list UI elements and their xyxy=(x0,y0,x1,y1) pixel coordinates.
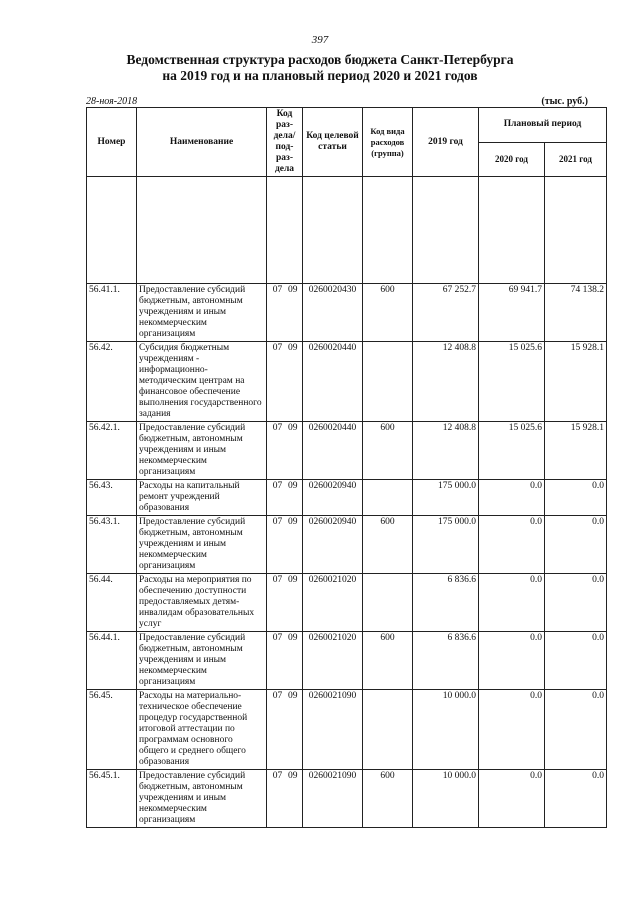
document-title xyxy=(0,52,640,84)
header-number: Номер xyxy=(87,108,137,177)
table-row xyxy=(87,284,607,342)
row-section: 07 xyxy=(272,691,283,701)
header-name: Наименование xyxy=(137,108,267,177)
row-target-code: 0260021090 xyxy=(303,690,363,770)
row-value-2021: 0.0 xyxy=(545,574,607,632)
row-value-2019: 175 000.0 xyxy=(413,480,479,516)
header-row xyxy=(87,108,607,143)
row-value-2019: 10 000.0 xyxy=(413,770,479,828)
document-date: 28-ноя-2018 xyxy=(86,96,138,107)
row-value-2019: 175 000.0 xyxy=(413,516,479,574)
row-section: 07 xyxy=(272,771,283,781)
row-section: 07 xyxy=(272,633,283,643)
units-label: (тыс. руб.) xyxy=(541,96,588,107)
header-expense-code: Код вида расходов (группа) xyxy=(363,108,413,177)
row-section-code xyxy=(267,632,303,690)
row-expense-code: 600 xyxy=(363,284,413,342)
row-value-2019: 6 836.6 xyxy=(413,574,479,632)
row-value-2019: 67 252.7 xyxy=(413,284,479,342)
row-value-2020: 0.0 xyxy=(479,516,545,574)
row-number: 56.44.1. xyxy=(87,632,137,690)
row-section-code xyxy=(267,770,303,828)
row-subsection: 09 xyxy=(288,423,298,433)
row-section: 07 xyxy=(272,423,283,433)
row-value-2020: 0.0 xyxy=(479,480,545,516)
row-section-code xyxy=(267,480,303,516)
budget-table xyxy=(86,107,607,828)
header-2019: 2019 год xyxy=(413,108,479,177)
header-2021: 2021 год xyxy=(545,142,607,177)
row-name: Предоставление субсидий бюджетным, автономным учреждениям и иным некоммерческим организациям xyxy=(137,770,267,828)
table-row xyxy=(87,342,607,422)
row-value-2021: 0.0 xyxy=(545,770,607,828)
row-value-2021: 15 928.1 xyxy=(545,342,607,422)
row-value-2021: 74 138.2 xyxy=(545,284,607,342)
row-subsection: 09 xyxy=(288,285,298,295)
header-2020: 2020 год xyxy=(479,142,545,177)
row-expense-code xyxy=(363,690,413,770)
row-target-code: 0260020440 xyxy=(303,342,363,422)
table-row xyxy=(87,574,607,632)
title-line-1: Ведомственная структура расходов бюджета Санкт-Петербурга xyxy=(126,52,514,67)
row-expense-code xyxy=(363,574,413,632)
table-row xyxy=(87,770,607,828)
header-plan-period: Плановый период xyxy=(479,108,607,143)
row-target-code: 0260020440 xyxy=(303,422,363,480)
row-section: 07 xyxy=(272,285,283,295)
row-value-2021: 0.0 xyxy=(545,480,607,516)
row-name: Субсидия бюджетным учреждениям - информационно-методическим центрам на финансовое обеспечение выполнения государственного задания xyxy=(137,342,267,422)
row-section-code xyxy=(267,284,303,342)
row-target-code: 0260020940 xyxy=(303,516,363,574)
row-section: 07 xyxy=(272,517,283,527)
row-number: 56.44. xyxy=(87,574,137,632)
row-expense-code: 600 xyxy=(363,422,413,480)
row-value-2019: 6 836.6 xyxy=(413,632,479,690)
row-value-2019: 10 000.0 xyxy=(413,690,479,770)
row-subsection: 09 xyxy=(288,343,298,353)
row-number: 56.45.1. xyxy=(87,770,137,828)
header-target-code: Код целевой статьи xyxy=(303,108,363,177)
row-value-2019: 12 408.8 xyxy=(413,422,479,480)
row-value-2021: 0.0 xyxy=(545,516,607,574)
row-number: 56.41.1. xyxy=(87,284,137,342)
table-row xyxy=(87,516,607,574)
row-value-2021: 0.0 xyxy=(545,690,607,770)
row-value-2020: 0.0 xyxy=(479,574,545,632)
row-section-code xyxy=(267,516,303,574)
row-name: Расходы на материально-техническое обеспечение процедур государственной итоговой аттестации по программам основного общего и среднего общего образования xyxy=(137,690,267,770)
header-section-code: Код раз-дела/ под-раз-дела xyxy=(267,108,303,177)
row-name: Предоставление субсидий бюджетным, автономным учреждениям и иным некоммерческим организациям xyxy=(137,422,267,480)
row-name: Предоставление субсидий бюджетным, автономным учреждениям и иным некоммерческим организациям xyxy=(137,284,267,342)
row-value-2020: 0.0 xyxy=(479,632,545,690)
title-line-2: на 2019 год и на плановый период 2020 и 2021 годов xyxy=(162,68,478,83)
row-target-code: 0260021020 xyxy=(303,632,363,690)
row-expense-code: 600 xyxy=(363,516,413,574)
row-subsection: 09 xyxy=(288,481,298,491)
row-number: 56.42. xyxy=(87,342,137,422)
row-value-2020: 69 941.7 xyxy=(479,284,545,342)
row-value-2020: 15 025.6 xyxy=(479,422,545,480)
row-name: Расходы на мероприятия по обеспечению доступности предоставляемых детям-инвалидам образовательных услуг xyxy=(137,574,267,632)
row-name: Расходы на капитальный ремонт учреждений образования xyxy=(137,480,267,516)
row-number: 56.43.1. xyxy=(87,516,137,574)
row-subsection: 09 xyxy=(288,691,298,701)
table-row xyxy=(87,690,607,770)
row-section: 07 xyxy=(272,343,283,353)
row-expense-code: 600 xyxy=(363,632,413,690)
page-number: 397 xyxy=(311,34,329,46)
row-number: 56.45. xyxy=(87,690,137,770)
row-expense-code xyxy=(363,480,413,516)
row-name: Предоставление субсидий бюджетным, автономным учреждениям и иным некоммерческим организациям xyxy=(137,516,267,574)
row-value-2021: 15 928.1 xyxy=(545,422,607,480)
row-subsection: 09 xyxy=(288,517,298,527)
row-value-2020: 15 025.6 xyxy=(479,342,545,422)
row-target-code: 0260020430 xyxy=(303,284,363,342)
row-value-2021: 0.0 xyxy=(545,632,607,690)
row-subsection: 09 xyxy=(288,575,298,585)
row-target-code: 0260020940 xyxy=(303,480,363,516)
row-name: Предоставление субсидий бюджетным, автономным учреждениям и иным некоммерческим организациям xyxy=(137,632,267,690)
row-number: 56.42.1. xyxy=(87,422,137,480)
row-subsection: 09 xyxy=(288,633,298,643)
row-number: 56.43. xyxy=(87,480,137,516)
row-subsection: 09 xyxy=(288,771,298,781)
row-section: 07 xyxy=(272,575,283,585)
row-section-code xyxy=(267,422,303,480)
row-value-2019: 12 408.8 xyxy=(413,342,479,422)
row-expense-code xyxy=(363,342,413,422)
row-section-code xyxy=(267,690,303,770)
row-target-code: 0260021090 xyxy=(303,770,363,828)
row-expense-code: 600 xyxy=(363,770,413,828)
row-section-code xyxy=(267,342,303,422)
table-row xyxy=(87,422,607,480)
row-section: 07 xyxy=(272,481,283,491)
row-value-2020: 0.0 xyxy=(479,690,545,770)
table-row xyxy=(87,480,607,516)
row-target-code: 0260021020 xyxy=(303,574,363,632)
row-value-2020: 0.0 xyxy=(479,770,545,828)
row-section-code xyxy=(267,574,303,632)
table-row xyxy=(87,632,607,690)
